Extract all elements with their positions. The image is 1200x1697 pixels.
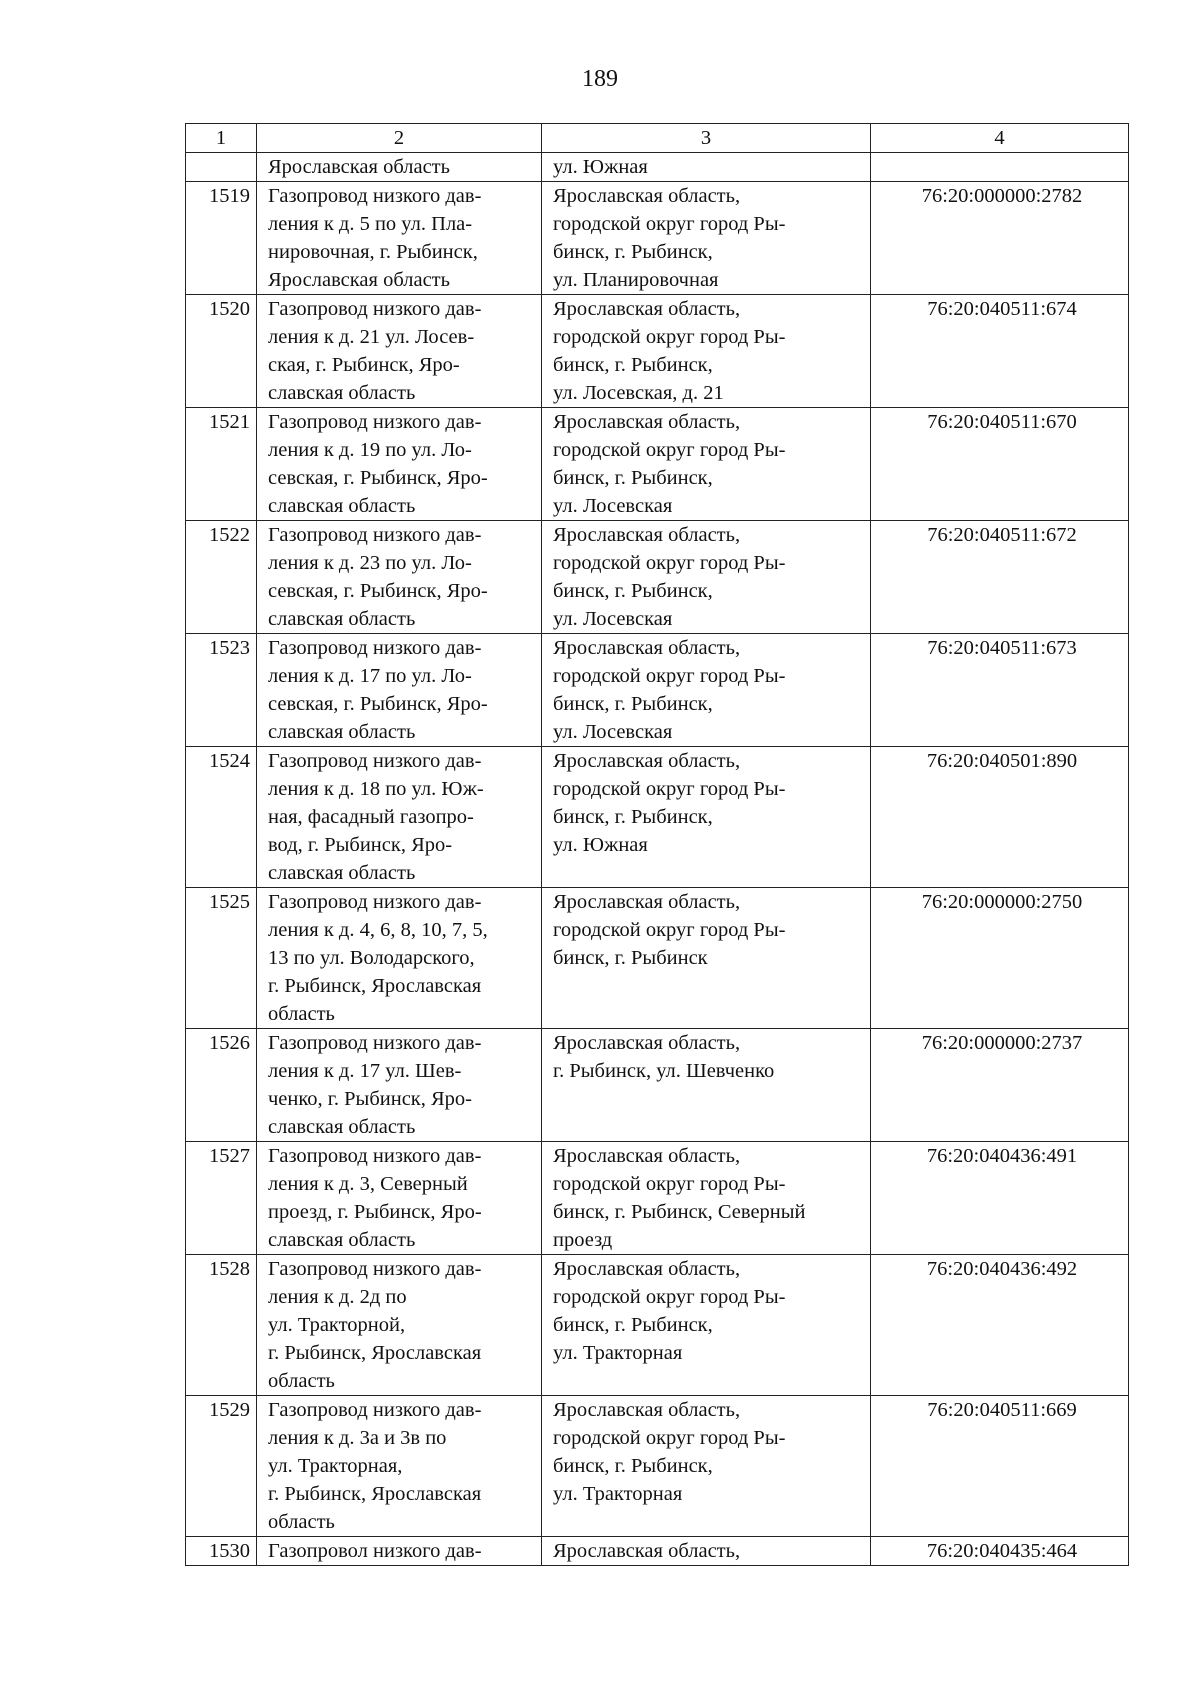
object-name-cell [257,182,542,295]
address-cell [542,1029,871,1142]
row-number [186,153,257,182]
row-number: 1525 [186,888,257,1029]
address-line: бинск, г. Рыбинск [553,947,708,969]
address-cell [542,408,871,521]
header-col-3: 3 [542,124,871,153]
object-name-line: севская, г. Рыбинск, Яро- [268,580,488,602]
object-name-line: Газопровол низкого дав- [268,1540,482,1562]
address-line: городской округ город Ры- [553,552,786,574]
object-name-line: Газопровод низкого дав- [268,298,482,320]
table-row [186,1029,1129,1142]
cadastral-number: 76:20:000000:2737 [871,1029,1129,1142]
object-name-line: славская область [268,608,416,630]
object-name-line: ления к д. 23 по ул. Ло- [268,552,472,574]
header-col-1: 1 [186,124,257,153]
cadastral-number: 76:20:040436:491 [871,1142,1129,1255]
address-line: Ярославская область, [553,1540,741,1562]
address-line: городской округ город Ры- [553,213,786,235]
address-line: бинск, г. Рыбинск, [553,580,713,602]
object-name-line: область [268,1511,335,1533]
object-name-line: вод, г. Рыбинск, Яро- [268,834,453,856]
address-line: городской округ город Ры- [553,1173,786,1195]
address-line: г. Рыбинск, ул. Шевченко [553,1060,775,1082]
object-name-cell [257,521,542,634]
object-name-line: Ярославская область [268,156,450,178]
table-row [186,1255,1129,1396]
object-name-line: славская область [268,382,416,404]
object-name-line: Газопровод низкого дав- [268,637,482,659]
object-name-line: Ярославская область [268,269,450,291]
address-cell [542,747,871,888]
object-name-line: Газопровод низкого дав- [268,891,482,913]
object-name-line: славская область [268,1229,416,1251]
object-name-line: ления к д. 18 по ул. Юж- [268,778,484,800]
address-line: бинск, г. Рыбинск, [553,693,713,715]
address-line: Ярославская область, [553,185,741,207]
object-name-line: область [268,1370,335,1392]
object-name-line: ул. Тракторной, [268,1314,406,1336]
object-name-line: славская область [268,1116,416,1138]
address-line: бинск, г. Рыбинск, [553,241,713,263]
address-line: городской округ город Ры- [553,665,786,687]
object-name-line: Газопровод низкого дав- [268,1258,482,1280]
cadastral-number: 76:20:040436:492 [871,1255,1129,1396]
table-row [186,295,1129,408]
address-line: Ярославская область, [553,1145,741,1167]
address-line: городской округ город Ры- [553,439,786,461]
row-number: 1527 [186,1142,257,1255]
address-cell [542,888,871,1029]
object-name-line: ления к д. 17 по ул. Ло- [268,665,472,687]
address-line: Ярославская область, [553,411,741,433]
object-name-line: нировочная, г. Рыбинск, [268,241,478,263]
row-number: 1524 [186,747,257,888]
address-line: Ярославская область, [553,637,741,659]
address-line: ул. Тракторная [553,1483,683,1505]
object-name-line: г. Рыбинск, Ярославская [268,975,482,997]
address-line: ул. Лосевская [553,608,673,630]
object-name-line: область [268,1003,335,1025]
object-name-cell [257,295,542,408]
row-number: 1520 [186,295,257,408]
object-name-line: ченко, г. Рыбинск, Яро- [268,1088,472,1110]
address-line: ул. Лосевская [553,495,673,517]
table-row [186,182,1129,295]
object-name-line: ская, г. Рыбинск, Яро- [268,354,460,376]
table-row [186,888,1129,1029]
cadastral-number: 76:20:000000:2782 [871,182,1129,295]
object-name-line: ления к д. 4, 6, 8, 10, 7, 5, [268,919,488,941]
object-name-line: ления к д. 19 по ул. Ло- [268,439,472,461]
cadastral-number: 76:20:040511:674 [871,295,1129,408]
object-name-cell [257,747,542,888]
address-line: Ярославская область, [553,750,741,772]
address-cell [542,295,871,408]
object-name-line: Газопровод низкого дав- [268,1032,482,1054]
address-line: бинск, г. Рыбинск, [553,1314,713,1336]
object-name-line: славская область [268,495,416,517]
address-line: ул. Лосевская [553,721,673,743]
address-line: бинск, г. Рыбинск, [553,354,713,376]
table-row [186,634,1129,747]
address-line: ул. Южная [553,156,648,178]
object-name-cell [257,1255,542,1396]
address-line: Ярославская область, [553,1258,741,1280]
object-name-cell [257,1142,542,1255]
registry-table [185,123,1129,1566]
object-name-line: Газопровод низкого дав- [268,750,482,772]
address-line: Ярославская область, [553,298,741,320]
row-number: 1519 [186,182,257,295]
address-line: городской округ город Ры- [553,1427,786,1449]
table-row [186,1396,1129,1537]
row-number: 1526 [186,1029,257,1142]
address-cell [542,1255,871,1396]
object-name-line: славская область [268,862,416,884]
table-row [186,747,1129,888]
header-row [186,124,1129,153]
cadastral-number: 76:20:040511:673 [871,634,1129,747]
cadastral-number: 76:20:040511:670 [871,408,1129,521]
address-line: ул. Южная [553,834,648,856]
address-line: городской округ город Ры- [553,326,786,348]
address-cell [542,521,871,634]
address-cell [542,634,871,747]
row-number: 1528 [186,1255,257,1396]
object-name-line: ления к д. 5 по ул. Пла- [268,213,473,235]
address-line: ул. Планировочная [553,269,719,291]
address-line: проезд [553,1229,613,1251]
object-name-line: ления к д. 3, Северный [268,1173,468,1195]
object-name-line: ления к д. 2д по [268,1286,407,1308]
object-name-line: г. Рыбинск, Ярославская [268,1342,482,1364]
row-number: 1522 [186,521,257,634]
address-line: бинск, г. Рыбинск, [553,806,713,828]
object-name-line: севская, г. Рыбинск, Яро- [268,467,488,489]
cadastral-number: 76:20:040511:672 [871,521,1129,634]
address-cell [542,1142,871,1255]
object-name-line: Газопровод низкого дав- [268,185,482,207]
address-line: Ярославская область, [553,524,741,546]
address-cell [542,153,871,182]
object-name-cell [257,634,542,747]
table-row [186,408,1129,521]
address-line: городской округ город Ры- [553,778,786,800]
object-name-line: севская, г. Рыбинск, Яро- [268,693,488,715]
row-number: 1529 [186,1396,257,1537]
object-name-cell [257,1537,542,1566]
header-col-2: 2 [257,124,542,153]
address-line: бинск, г. Рыбинск, [553,467,713,489]
object-name-line: ления к д. 21 ул. Лосев- [268,326,475,348]
row-number: 1521 [186,408,257,521]
table-body [186,153,1129,1566]
object-name-line: ул. Тракторная, [268,1455,403,1477]
object-name-line: ления к д. 3а и 3в по [268,1427,447,1449]
address-line: ул. Тракторная [553,1342,683,1364]
object-name-cell [257,1396,542,1537]
address-cell [542,1396,871,1537]
address-line: городской округ город Ры- [553,919,786,941]
object-name-line: г. Рыбинск, Ярославская [268,1483,482,1505]
object-name-line: 13 по ул. Володарского, [268,947,475,969]
address-line: Ярославская область, [553,1032,741,1054]
object-name-line: ления к д. 17 ул. Шев- [268,1060,462,1082]
cadastral-number: 76:20:040511:669 [871,1396,1129,1537]
object-name-line: славская область [268,721,416,743]
table-row [186,1537,1129,1566]
address-line: бинск, г. Рыбинск, [553,1455,713,1477]
table-row [186,153,1129,182]
address-line: городской округ город Ры- [553,1286,786,1308]
address-cell [542,1537,871,1566]
cadastral-number [871,153,1129,182]
object-name-cell [257,153,542,182]
cadastral-number: 76:20:040501:890 [871,747,1129,888]
address-line: Ярославская область, [553,1399,741,1421]
address-cell [542,182,871,295]
object-name-line: Газопровод низкого дав- [268,411,482,433]
object-name-line: Газопровод низкого дав- [268,524,482,546]
cadastral-number: 76:20:000000:2750 [871,888,1129,1029]
row-number: 1530 [186,1537,257,1566]
object-name-cell [257,1029,542,1142]
address-line: ул. Лосевская, д. 21 [553,382,724,404]
page-number: 189 [582,66,618,92]
object-name-line: проезд, г. Рыбинск, Яро- [268,1201,482,1223]
table-row [186,1142,1129,1255]
address-line: Ярославская область, [553,891,741,913]
object-name-line: Газопровод низкого дав- [268,1145,482,1167]
object-name-line: ная, фасадный газопро- [268,806,474,828]
table-row [186,521,1129,634]
cadastral-number: 76:20:040435:464 [871,1537,1129,1566]
object-name-cell [257,408,542,521]
object-name-cell [257,888,542,1029]
header-col-4: 4 [871,124,1129,153]
address-line: бинск, г. Рыбинск, Северный [553,1201,806,1223]
row-number: 1523 [186,634,257,747]
object-name-line: Газопровод низкого дав- [268,1399,482,1421]
